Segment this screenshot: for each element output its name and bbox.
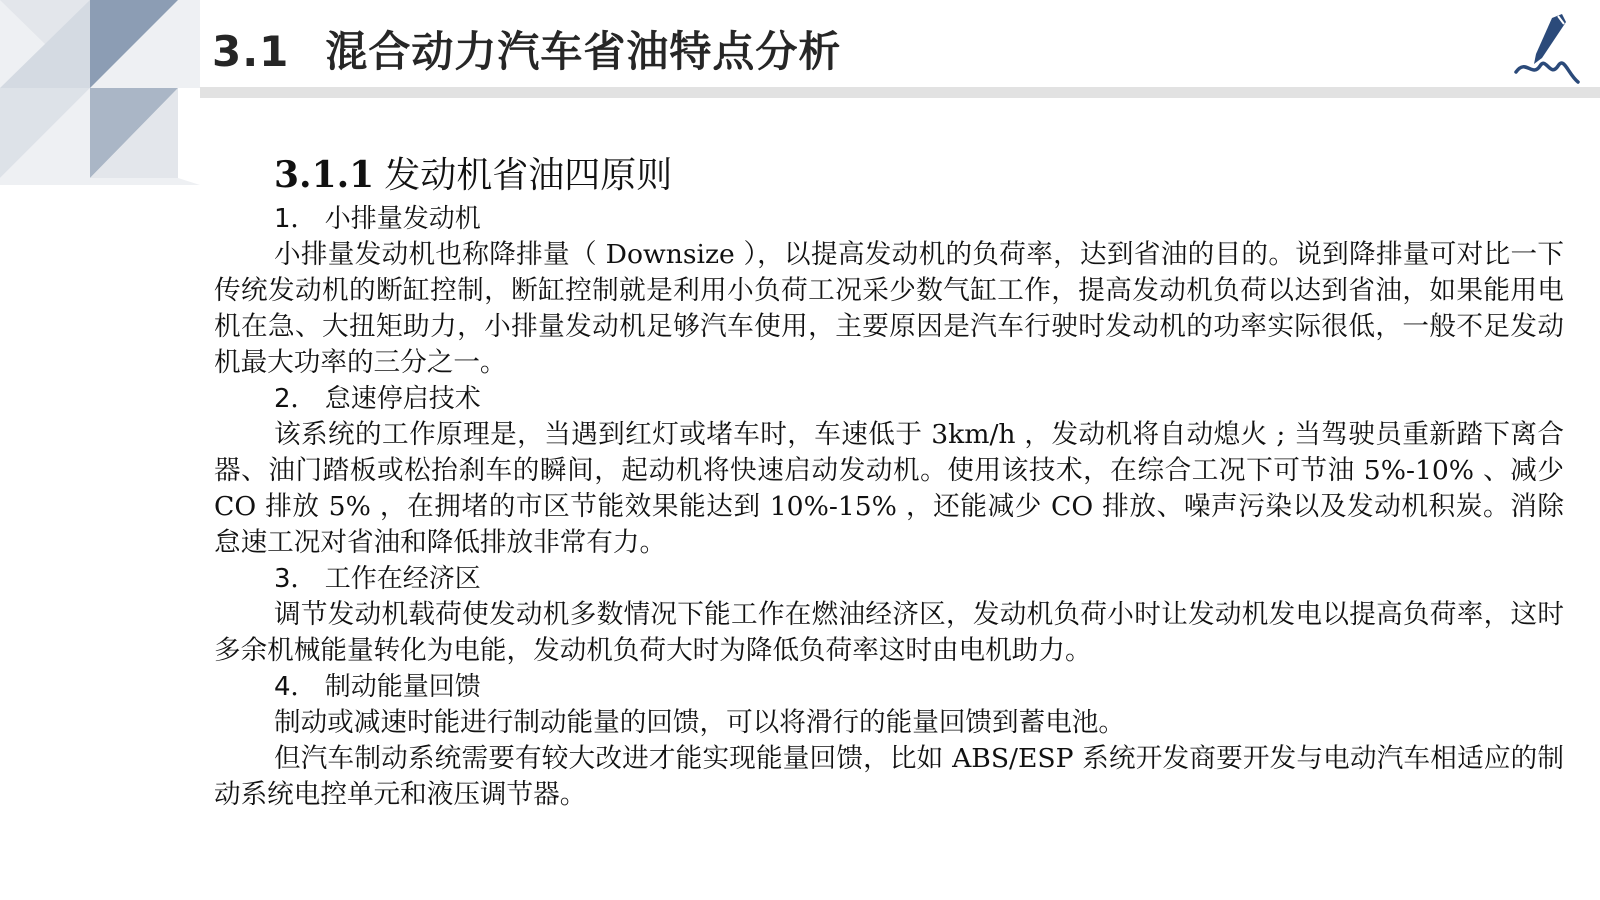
- item-paragraph-1: 小排量发动机也称降排量（ Downsize ），以提高发动机的负荷率，达到省油的目的。说到降排量可对比一下传统发动机的断缸控制，断缸控制就是利用小负荷工况采少数气缸工作，提高发动机负荷以达到省油，如果能用电机在急、大扭矩助力，小排量发动机足够汽车使用，主要原因是汽车行驶时发动机的功率实际很低，一般不足发动机最大功率的三分之一。: [214, 239, 1564, 378]
- content-body: [214, 150, 1564, 813]
- title-divider: [200, 87, 1600, 98]
- page-title-text: 混合动力汽车省油特点分析: [325, 27, 842, 76]
- item-title-4: 4． 制动能量回馈: [274, 672, 481, 702]
- item-paragraph-4b: 但汽车制动系统需要有较大改进才能实现能量回馈，比如 ABS/ESP 系统开发商要开发与电动汽车相适应的制动系统电控单元和液压调节器。: [214, 743, 1564, 810]
- item-paragraph-4a: 制动或减速时能进行制动能量的回馈，可以将滑行的能量回馈到蓄电池。: [274, 707, 1125, 738]
- item-title-2: 2． 怠速停启技术: [274, 384, 481, 414]
- item-paragraph-3: 调节发动机载荷使发动机多数情况下能工作在燃油经济区，发动机负荷小时让发动机发电以提高负荷率，这时多余机械能量转化为电能，发动机负荷大时为降低负荷率这时由电机助力。: [214, 599, 1564, 666]
- section-number: 3.1.1: [274, 154, 375, 196]
- item-title-3: 3． 工作在经济区: [274, 564, 481, 594]
- corner-triangle-decoration: [0, 0, 200, 185]
- item-title-1: 1． 小排量发动机: [274, 204, 481, 234]
- page-title-number: 3.1: [212, 27, 290, 76]
- pen-signature-icon: [1512, 12, 1582, 84]
- section-heading: [274, 150, 1564, 201]
- item-paragraph-2: 该系统的工作原理是，当遇到红灯或堵车时，车速低于 3km/h ，发动机将自动熄火 ; 当驾驶员重新踏下离合器、油门踏板或松抬刹车的瞬间，起动机将快速启动发动机。使用该技术，在综合工况下可节油 5%-10% 、减少 CO 排放 5% ，在拥堵的市区节能效果能达到 10%-15% ，还能减少 CO 排放、噪声污染以及发动机积炭。消除怠速工况对省油和降低排放非常有力。: [214, 419, 1565, 558]
- section-title: 发动机省油四原则: [384, 155, 673, 196]
- page-title: [212, 22, 841, 82]
